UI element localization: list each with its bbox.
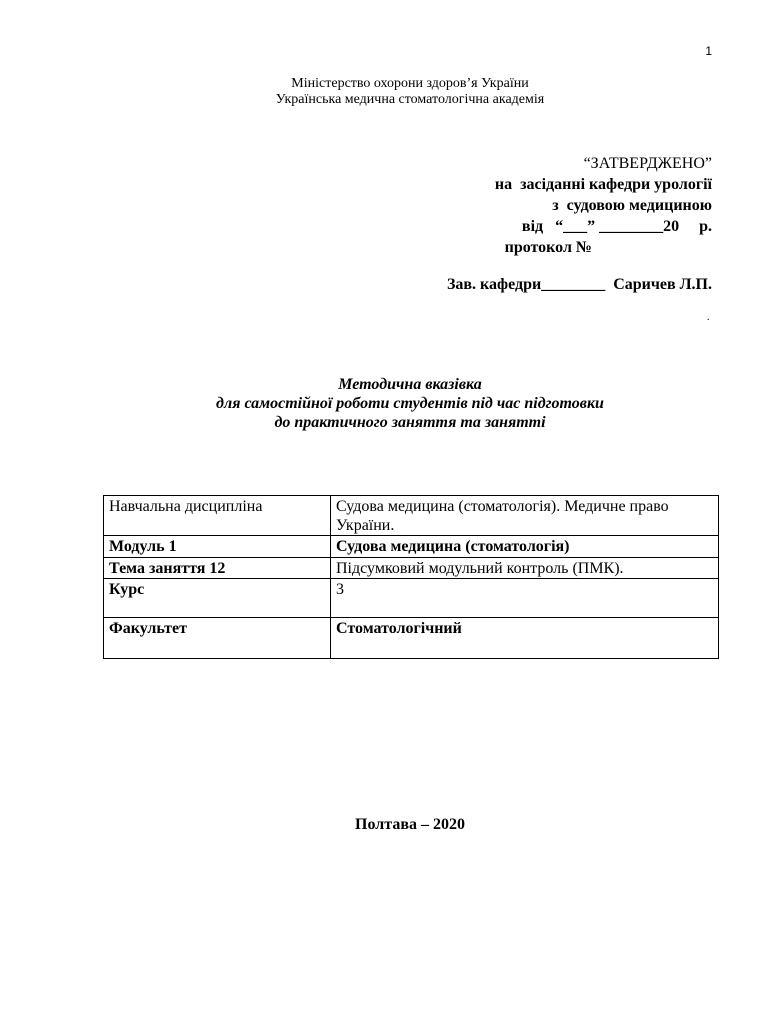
table-key: Модуль 1 (104, 536, 331, 558)
table-row (104, 579, 719, 618)
approval-block (447, 153, 712, 295)
approval-stamp: “ЗАТВЕРДЖЕНО” (583, 155, 712, 172)
title-line-1: Методична вказівка (338, 376, 482, 393)
approval-line-1: на засіданні кафедри урології (494, 176, 712, 193)
table-value: Судова медицина (стоматологія) (331, 536, 719, 558)
document-header (0, 76, 768, 108)
stray-dot: . (707, 312, 710, 323)
title-line-3: до практичного заняття та занятті (274, 414, 546, 431)
approval-line-3: від “___” ________20 р. (521, 218, 712, 235)
table-row (104, 558, 719, 579)
table-key: Навчальна дисципліна (104, 496, 331, 536)
document-title (0, 375, 768, 432)
table-key: Тема заняття 12 (104, 558, 331, 579)
table-row (104, 536, 719, 558)
approval-line-2: з судовою медициною (552, 197, 712, 214)
table-value: 3 (331, 579, 719, 618)
table-value: Підсумковий модульний контроль (ПМК). (331, 558, 719, 579)
table-value: Стоматологічний (331, 618, 719, 659)
course-info-table (103, 495, 719, 659)
table-value: Судова медицина (стоматологія). Медичне право України. (331, 496, 719, 536)
place-and-year: Полтава – 2020 (355, 816, 465, 833)
academy-name: Українська медична стоматологічна академія (275, 92, 545, 107)
table-key: Факультет (104, 618, 331, 659)
title-line-2: для самостійної роботи студентів під час підготовки (216, 395, 604, 412)
table-key: Курс (104, 579, 331, 618)
page-number: 1 (705, 44, 712, 58)
ministry-name: Міністерство охорони здоров’я України (291, 76, 529, 91)
table-row (104, 618, 719, 659)
approval-line-4: протокол № (504, 239, 592, 256)
table-row (104, 496, 719, 536)
head-of-department: Зав. кафедри________ Саричев Л.П. (446, 276, 712, 293)
